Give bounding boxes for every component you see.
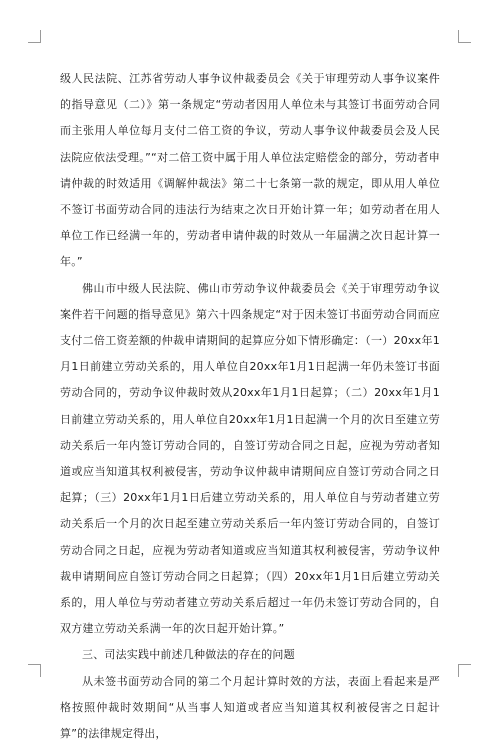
document-body bbox=[60, 66, 440, 747]
page-corner-mark-top-right bbox=[458, 30, 471, 43]
page-corner-mark-bottom-left bbox=[28, 664, 41, 677]
paragraph-jiangsu-guidance: 级人民法院、江苏省劳动人事争议仲裁委员会《关于审理劳动人事争议案件的指导意见（二）》第一条规定“劳动者因用人单位未与其签订书面劳动合同而主张用人单位每月支付二倍工资的争议，劳动人事争议仲裁委员会及人民法院应依法受理。”“对二倍工资中属于用人单位法定赔偿金的部分，劳动者申请仲裁的时效适用《调解仲裁法》第二十七条第一款的规定，即从用人单位不签订书面劳动合同的违法行为结束之次日开始计算一年；如劳动者在用人单位工作已经满一年的，劳动者申请仲裁的时效从一年届满之次日起计算一年。” bbox=[60, 72, 440, 269]
paragraph-analysis: 从未签书面劳动合同的第二个月起计算时效的方法，表面上看起来是严格按照仲裁时效期间“从当事人知道或者应当知道其权利被侵害之日起计算”的法律规定得出， bbox=[60, 674, 440, 741]
page-corner-mark-bottom-right bbox=[458, 664, 471, 677]
page-corner-mark-top-left bbox=[28, 30, 41, 43]
paragraph-foshan-guidance: 佛山市中级人民法院、佛山市劳动争议仲裁委员会《关于审理劳动争议案件若干问题的指导意见》第六十四条规定“对于因未签订书面劳动合同而应支付二倍工资差额的仲裁申请期间的起算应分如下情形确定：（一）20xx年1月1日前建立劳动关系的，用人单位自20xx年1月1日起满一年仍未签订书面劳动合同的，劳动争议仲裁时效从20xx年1月1日起算；（二）20xx年1月1日前建立劳动关系的，用人单位自20xx年1月1日起满一个月的次日至建立劳动关系后一年内签订劳动合同的，自签订劳动合同之日起，应视为劳动者知道或应当知道其权利被侵害，劳动争议仲裁申请期间应自签订劳动合同之日起算；（三）20xx年1月1日后建立劳动关系的，用人单位自与劳动者建立劳动关系后一个月的次日起至建立劳动关系后一年内签订劳动合同的，自签订劳动合同之日起，应视为劳动者知道或应当知道其权利被侵害，劳动争议仲裁申请期间应自签订劳动合同之日起算；（四）20xx年1月1日后建立劳动关系的，用人单位与劳动者建立劳动关系后超过一年仍未签订劳动合同的，自双方建立劳动关系满一年的次日起开始计算。” bbox=[60, 281, 440, 636]
section-heading-problems: 三、司法实践中前述几种做法的存在的问题 bbox=[82, 648, 295, 662]
